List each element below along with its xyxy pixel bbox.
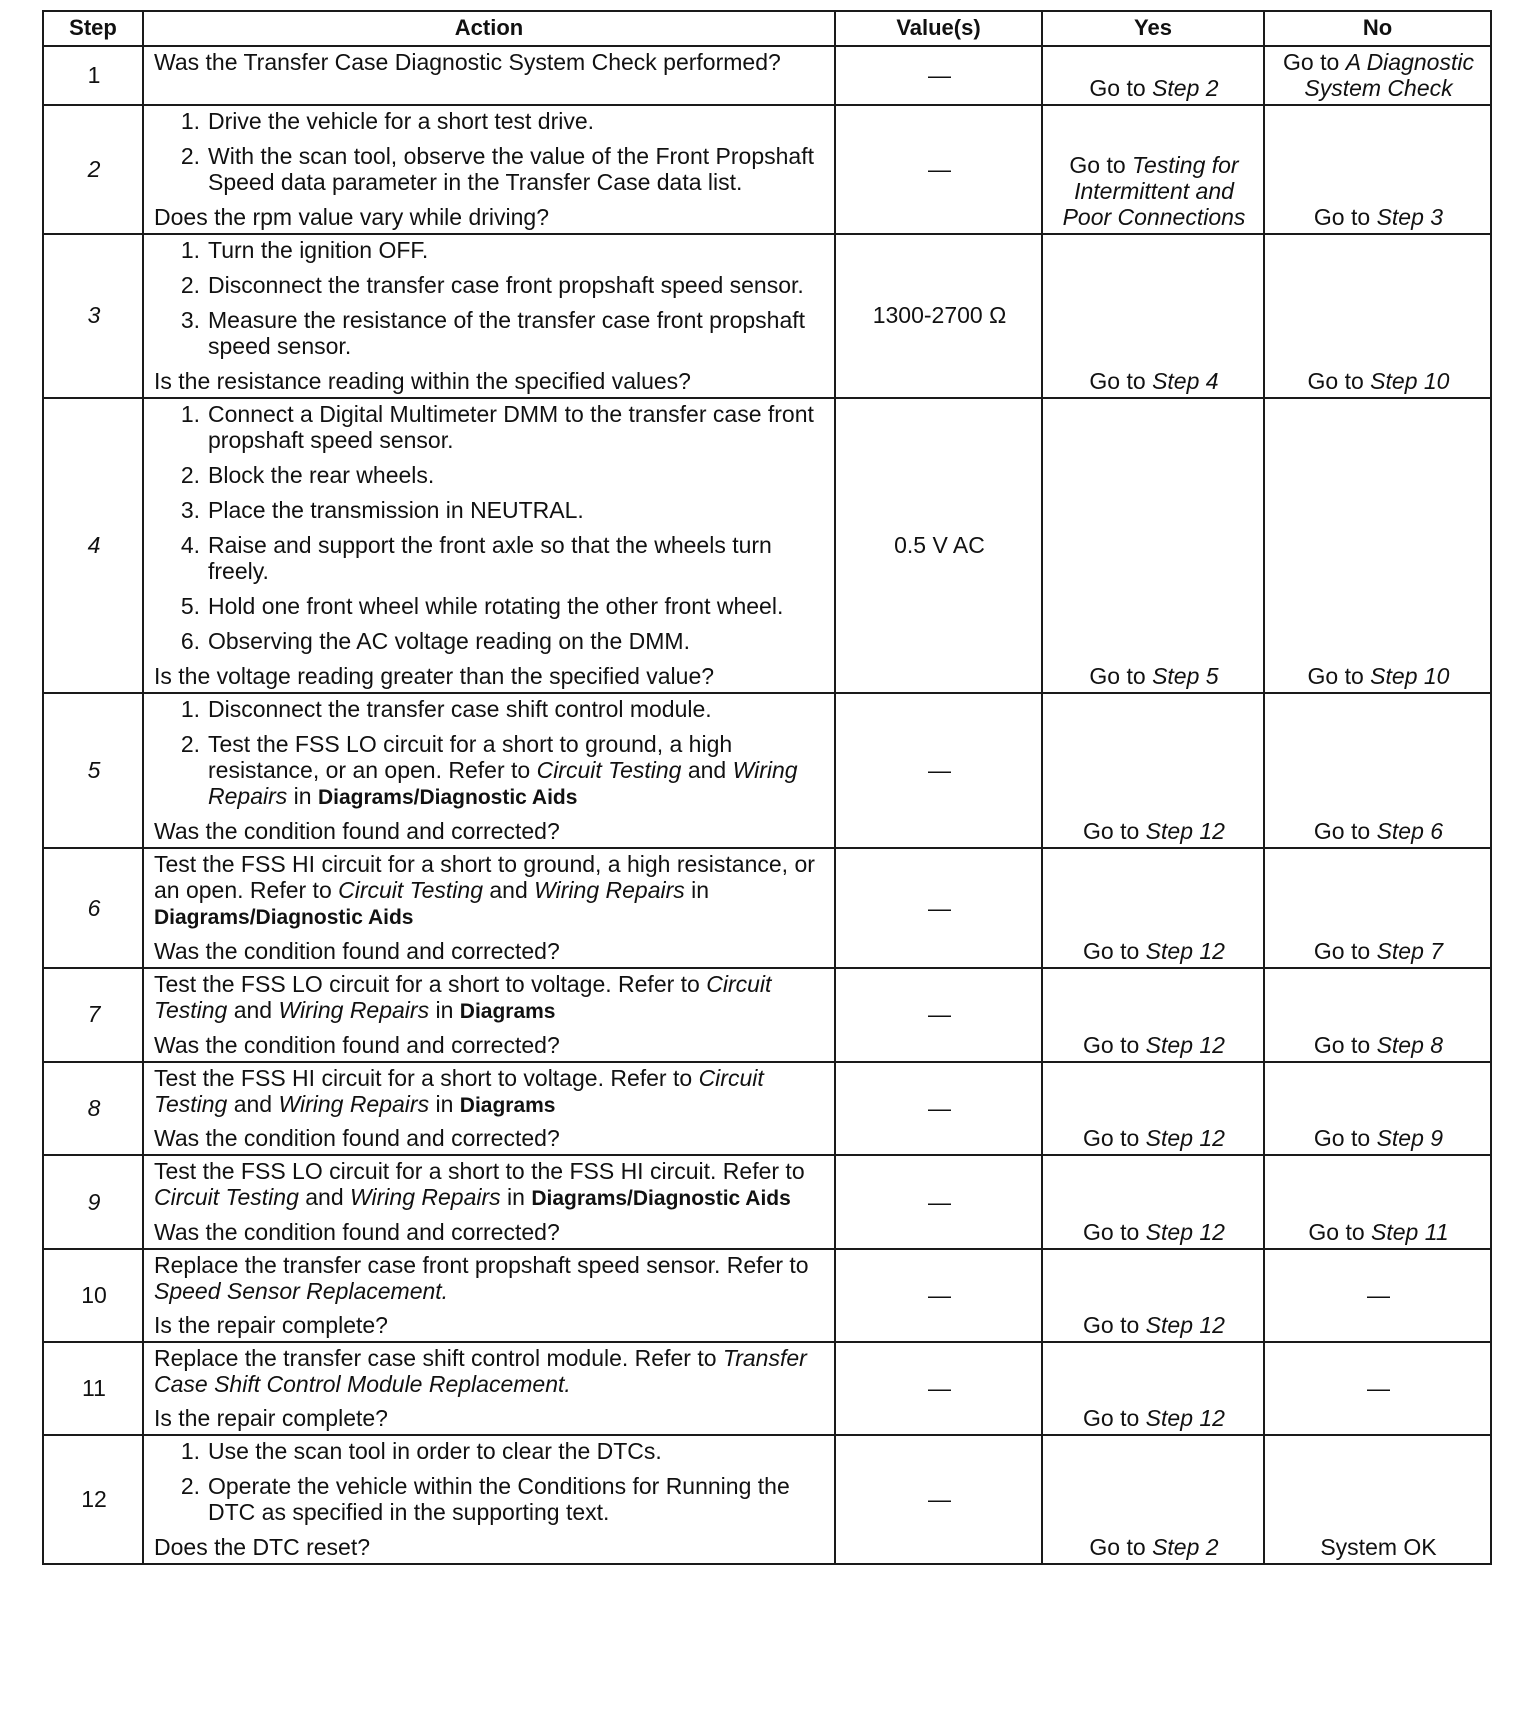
text-segment: and (227, 997, 279, 1023)
text-segment: Block the rear wheels. (208, 461, 435, 488)
doc-reference: Diagrams/Diagnostic Aids (317, 785, 578, 809)
text-segment: Go to (1308, 1219, 1372, 1246)
action-cell (143, 968, 835, 1062)
text-segment: Was the condition found and corrected? (154, 1219, 560, 1246)
yes-cell (1042, 1155, 1264, 1249)
text-segment: Test the FSS LO circuit for a short to the FSS HI circuit. Refer to (154, 1158, 805, 1185)
text-segment: Go to (1083, 1219, 1146, 1246)
action-question (154, 204, 826, 230)
text-segment: Go to (1083, 1125, 1146, 1152)
action-question (154, 1405, 826, 1431)
value-cell: 1300-2700 Ω (835, 234, 1042, 398)
step-number: 1 (43, 46, 143, 105)
header-step: Step (43, 11, 143, 46)
cross-reference: Step 12 (1145, 1312, 1225, 1339)
action-list (154, 237, 826, 359)
header-action: Action (143, 11, 835, 46)
table-row (43, 1155, 1491, 1249)
action-list (154, 401, 826, 654)
table-row (43, 105, 1491, 234)
action-cell (143, 234, 835, 398)
text-segment: Disconnect the transfer case front propshaft speed sensor. (208, 271, 804, 298)
action-list-item (154, 1473, 826, 1525)
text-segment: Is the voltage reading greater than the specified value? (154, 662, 715, 689)
text-segment: and (227, 1090, 279, 1117)
cross-reference: Step 12 (1145, 1405, 1225, 1431)
action-cell (143, 1249, 835, 1342)
step-number: 2 (43, 105, 143, 234)
step-number: 3 (43, 234, 143, 398)
yes-cell (1042, 1249, 1264, 1342)
action-question (154, 368, 826, 394)
yes-cell (1042, 693, 1264, 849)
action-item-text (208, 143, 826, 195)
text-segment: Was the Transfer Case Diagnostic System Check performed? (154, 49, 781, 75)
yes-cell (1042, 1342, 1264, 1435)
cross-reference: A Diagnostic System Check (1304, 49, 1474, 101)
action-question (154, 1219, 826, 1245)
text-segment: Test the FSS HI circuit for a short to voltage. Refer to (154, 1064, 699, 1091)
yes-cell (1042, 1062, 1264, 1156)
value-cell: — (835, 1249, 1042, 1342)
text-segment: Go to (1313, 203, 1377, 230)
action-question (154, 818, 826, 844)
action-intro (154, 49, 826, 75)
header-no: No (1264, 11, 1491, 46)
value-cell: — (835, 1342, 1042, 1435)
cross-reference: Step 11 (1371, 1219, 1449, 1246)
text-segment: With the scan tool, observe the value of the Front Propshaft Speed data parameter in the Transfer Case data list. (208, 142, 814, 195)
action-item-number: 1. (180, 400, 200, 427)
action-item-number: 2. (180, 730, 200, 757)
doc-reference: Diagrams (459, 1000, 556, 1023)
no-cell (1264, 398, 1491, 693)
table-row (43, 1342, 1491, 1435)
text-segment: Go to (1089, 74, 1153, 101)
cross-reference: Circuit Testing (154, 971, 772, 1023)
table-row (43, 398, 1491, 693)
action-item-number: 6. (180, 627, 200, 654)
cross-reference: Wiring Repairs (534, 877, 685, 904)
action-intro (154, 1252, 826, 1304)
text-segment: Was the condition found and corrected? (154, 818, 560, 845)
action-item-text (208, 731, 826, 810)
action-list-item (154, 307, 826, 359)
text-segment: in (684, 877, 710, 904)
text-segment: Go to (1313, 1125, 1377, 1152)
step-number: 8 (43, 1062, 143, 1156)
cross-reference: Circuit Testing (154, 1184, 299, 1211)
text-segment: and (681, 756, 733, 783)
cross-reference: Wiring Repairs (208, 756, 798, 809)
action-list-item (154, 593, 826, 619)
no-cell (1264, 693, 1491, 849)
text-segment: in (429, 1090, 460, 1117)
yes-cell (1042, 1435, 1264, 1564)
action-question (154, 1032, 826, 1058)
action-list-item (154, 696, 826, 722)
action-item-text (208, 593, 826, 619)
action-item-text (208, 628, 826, 654)
cross-reference: Step 12 (1145, 938, 1225, 965)
action-item-number: 1. (180, 1437, 200, 1464)
action-question (154, 1125, 826, 1151)
text-segment: — (1367, 1282, 1390, 1309)
value-cell: — (835, 105, 1042, 234)
action-cell (143, 105, 835, 234)
action-item-text (208, 497, 826, 523)
action-item-text (208, 272, 826, 298)
table-row (43, 46, 1491, 105)
cross-reference: Testing for Intermittent and Poor Connections (1062, 151, 1246, 230)
text-segment: Does the rpm value vary while driving? (154, 203, 550, 230)
yes-cell (1042, 105, 1264, 234)
action-item-text (208, 307, 826, 359)
yes-cell (1042, 46, 1264, 105)
text-segment: Go to (1307, 662, 1371, 689)
cross-reference: Step 12 (1145, 1219, 1225, 1246)
text-segment: Operate the vehicle within the Conditions for Running the DTC as specified in the supporting text. (208, 1472, 790, 1525)
text-segment: — (1367, 1375, 1390, 1402)
cross-reference: Circuit Testing (536, 756, 682, 783)
action-list-item (154, 462, 826, 488)
text-segment: Test the FSS HI circuit for a short to ground, a high resistance, or an open. Refer to (154, 851, 815, 904)
action-item-text (208, 401, 826, 453)
cross-reference: Wiring Repairs (350, 1184, 501, 1211)
action-item-number: 2. (180, 1472, 200, 1499)
text-segment: in (500, 1184, 532, 1211)
text-segment: Raise and support the front axle so that the wheels turn freely. (208, 531, 772, 584)
action-intro (154, 851, 826, 930)
text-segment: Does the DTC reset? (154, 1533, 371, 1560)
text-segment: in (287, 782, 318, 809)
cross-reference: Step 3 (1376, 203, 1444, 230)
text-segment: Go to (1083, 1312, 1146, 1339)
action-list-item (154, 628, 826, 654)
action-cell (143, 1155, 835, 1249)
no-cell (1264, 1342, 1491, 1435)
cross-reference: Step 4 (1152, 367, 1219, 394)
cross-reference: Transfer Case Shift Control Module Replacement. (154, 1345, 807, 1398)
action-list (154, 696, 826, 810)
no-cell (1264, 46, 1491, 105)
table-row (43, 693, 1491, 849)
text-segment: Is the resistance reading within the specified values? (154, 367, 691, 394)
text-segment: Go to (1069, 151, 1133, 178)
cross-reference: Step 9 (1376, 1125, 1444, 1152)
action-question (154, 1312, 826, 1338)
text-segment: and (298, 1184, 351, 1211)
cross-reference: Step 2 (1152, 1533, 1219, 1560)
action-question (154, 663, 826, 689)
header-values: Value(s) (835, 11, 1042, 46)
header-yes: Yes (1042, 11, 1264, 46)
cross-reference: Step 10 (1370, 367, 1450, 394)
text-segment: Turn the ignition OFF. (208, 236, 429, 263)
text-segment: Go to (1313, 1031, 1377, 1058)
doc-reference: Diagrams/Diagnostic Aids (531, 1187, 791, 1211)
no-cell (1264, 234, 1491, 398)
text-segment: Go to (1083, 938, 1146, 965)
action-list-item (154, 108, 826, 134)
header-row (43, 11, 1491, 46)
step-number: 6 (43, 848, 143, 968)
text-segment: Replace the transfer case front propshaft speed sensor. Refer to (154, 1252, 809, 1279)
text-segment: Observing the AC voltage reading on the DMM. (208, 627, 690, 654)
action-item-number: 3. (180, 496, 200, 523)
action-item-number: 4. (180, 531, 200, 558)
action-cell (143, 46, 835, 105)
yes-cell (1042, 234, 1264, 398)
text-segment: Go to (1313, 938, 1377, 965)
cross-reference: Circuit Testing (154, 1064, 764, 1117)
text-segment: Test the FSS LO circuit for a short to ground, a high resistance, or an open. Refer to (208, 730, 733, 783)
value-cell: — (835, 1155, 1042, 1249)
action-item-text (208, 532, 826, 584)
text-segment: Is the repair complete? (154, 1312, 388, 1339)
action-list-item (154, 532, 826, 584)
action-cell (143, 398, 835, 693)
text-segment: Go to (1089, 662, 1153, 689)
text-segment: Go to (1307, 367, 1371, 394)
text-segment: Go to (1089, 1533, 1153, 1560)
text-segment: Was the condition found and corrected? (154, 938, 560, 965)
table-row (43, 848, 1491, 968)
text-segment: Go to (1313, 818, 1377, 845)
cross-reference: Step 2 (1152, 74, 1219, 101)
action-item-number: 2. (180, 142, 200, 169)
table-row (43, 1435, 1491, 1564)
cross-reference: Step 10 (1370, 662, 1450, 689)
no-cell (1264, 848, 1491, 968)
cross-reference: Wiring Repairs (278, 997, 430, 1023)
action-item-number: 2. (180, 271, 200, 298)
text-segment: Measure the resistance of the transfer case front propshaft speed sensor. (208, 306, 806, 359)
value-cell: — (835, 1435, 1042, 1564)
action-item-text (208, 237, 826, 263)
yes-cell (1042, 968, 1264, 1062)
no-cell (1264, 1435, 1491, 1564)
value-cell: — (835, 968, 1042, 1062)
step-number: 4 (43, 398, 143, 693)
action-list-item (154, 143, 826, 195)
table-row (43, 968, 1491, 1062)
cross-reference: Step 12 (1145, 1031, 1225, 1058)
action-cell (143, 848, 835, 968)
text-segment: and (483, 877, 535, 904)
cross-reference: Speed Sensor Replacement. (154, 1278, 449, 1305)
text-segment: Hold one front wheel while rotating the other front wheel. (208, 592, 784, 619)
action-intro (154, 971, 826, 1024)
action-question (154, 938, 826, 964)
text-segment: System OK (1320, 1533, 1437, 1560)
cross-reference: Step 12 (1145, 1125, 1225, 1152)
action-item-number: 2. (180, 461, 200, 488)
action-item-text (208, 1473, 826, 1525)
text-segment: Go to (1083, 1405, 1146, 1431)
action-cell (143, 1435, 835, 1564)
action-item-text (208, 1438, 826, 1464)
action-question (154, 1534, 826, 1560)
text-segment: Was the condition found and corrected? (154, 1125, 560, 1152)
action-intro (154, 1158, 826, 1211)
text-segment: Disconnect the transfer case shift control module. (208, 695, 712, 722)
no-cell (1264, 105, 1491, 234)
table-header (43, 11, 1491, 46)
no-cell (1264, 1249, 1491, 1342)
action-item-text (208, 696, 826, 722)
text-segment: Go to (1083, 818, 1146, 845)
step-number: 7 (43, 968, 143, 1062)
text-segment: Place the transmission in NEUTRAL. (208, 496, 584, 523)
doc-reference: Diagrams (459, 1093, 556, 1117)
table-row (43, 234, 1491, 398)
action-intro (154, 1345, 826, 1397)
text-segment: Was the condition found and corrected? (154, 1031, 560, 1058)
yes-cell (1042, 848, 1264, 968)
text-segment: Go to (1089, 367, 1153, 394)
yes-cell (1042, 398, 1264, 693)
value-cell: — (835, 1062, 1042, 1156)
action-list-item (154, 237, 826, 263)
cross-reference: Circuit Testing (338, 877, 483, 904)
action-intro (154, 1065, 826, 1118)
step-number: 9 (43, 1155, 143, 1249)
value-cell: — (835, 848, 1042, 968)
action-item-number: 1. (180, 695, 200, 722)
value-cell: — (835, 693, 1042, 849)
text-segment: Go to (1283, 49, 1346, 75)
text-segment: Is the repair complete? (154, 1405, 388, 1431)
action-cell (143, 1342, 835, 1435)
text-segment: Use the scan tool in order to clear the DTCs. (208, 1437, 662, 1464)
action-cell (143, 1062, 835, 1156)
table-body (43, 46, 1491, 1564)
action-item-number: 5. (180, 592, 200, 619)
action-list-item (154, 731, 826, 810)
cross-reference: Step 12 (1145, 818, 1225, 845)
cross-reference: Step 7 (1376, 938, 1444, 965)
action-list (154, 108, 826, 195)
text-segment: Replace the transfer case shift control module. Refer to (154, 1345, 723, 1372)
doc-reference: Diagrams/Diagnostic Aids (154, 906, 414, 930)
table-row (43, 1249, 1491, 1342)
diagnostic-table (42, 10, 1492, 1565)
action-list-item (154, 401, 826, 453)
step-number: 11 (43, 1342, 143, 1435)
action-list-item (154, 272, 826, 298)
action-list-item (154, 1438, 826, 1464)
action-item-text (208, 462, 826, 488)
action-item-text (208, 108, 826, 134)
step-number: 5 (43, 693, 143, 849)
action-item-number: 1. (180, 107, 200, 134)
step-number: 10 (43, 1249, 143, 1342)
text-segment: Connect a Digital Multimeter DMM to the transfer case front propshaft speed sensor. (208, 400, 814, 453)
cross-reference: Wiring Repairs (278, 1090, 430, 1117)
action-item-number: 3. (180, 306, 200, 333)
cross-reference: Step 6 (1376, 818, 1444, 845)
value-cell: 0.5 V AC (835, 398, 1042, 693)
table-row (43, 1062, 1491, 1156)
no-cell (1264, 968, 1491, 1062)
no-cell (1264, 1155, 1491, 1249)
text-segment: Drive the vehicle for a short test drive. (208, 107, 595, 134)
value-cell: — (835, 46, 1042, 105)
no-cell (1264, 1062, 1491, 1156)
action-list (154, 1438, 826, 1525)
cross-reference: Step 5 (1152, 662, 1219, 689)
step-number: 12 (43, 1435, 143, 1564)
cross-reference: Step 8 (1376, 1031, 1444, 1058)
action-item-number: 1. (180, 236, 200, 263)
text-segment: Go to (1083, 1031, 1146, 1058)
action-list-item (154, 497, 826, 523)
action-cell (143, 693, 835, 849)
text-segment: Test the FSS LO circuit for a short to voltage. Refer to (154, 971, 707, 998)
text-segment: in (429, 997, 460, 1023)
